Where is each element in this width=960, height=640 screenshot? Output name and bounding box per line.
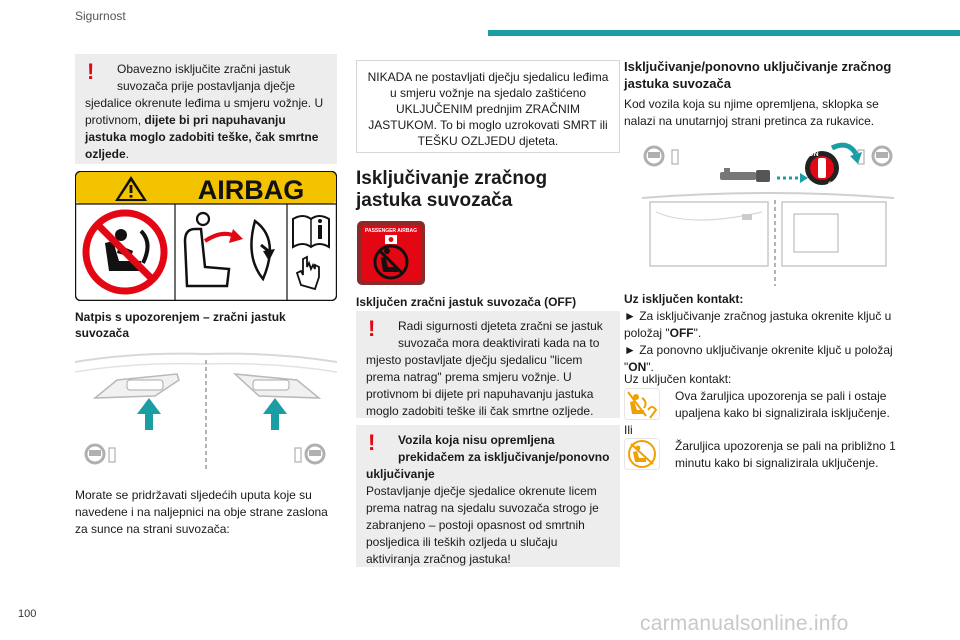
- warning-text-line: Radi sigurnosti djeteta zračni se jastuk: [398, 319, 603, 333]
- airbag-label-text: AIRBAG: [197, 175, 305, 205]
- warning-exclamation-icon: !: [368, 430, 376, 455]
- section-heading-switch: Isključivanje/ponovno uključivanje zračnog jastuka suvozača: [624, 59, 892, 91]
- switch-location-text: Kod vozila koja su njime opremljena, sklopka se nalazi na unutarnjoj strani pretinca za rukavice.: [624, 97, 879, 128]
- warning-title-line: Vozila koja nisu opremljena: [398, 433, 555, 447]
- warning-lamp-on-text: Žaruljica upozorenja se pali na približno 1 minutu kako bi signalizirala uključenje.: [675, 439, 896, 470]
- warning-lamp-off-row: [624, 388, 904, 424]
- up-arrow-icon: [263, 398, 287, 430]
- indicator-label-text: PASSENGER AIRBAG: [365, 228, 417, 234]
- passenger-airbag-off-indicator-icon: [356, 220, 426, 286]
- page-number: 100: [18, 608, 37, 620]
- warning-box-child-seat: [75, 54, 337, 164]
- warning-box-deactivate: [356, 311, 620, 418]
- switch-off-label: OFF: [828, 182, 840, 188]
- airbag-on-warning-lamp-icon: [624, 438, 660, 470]
- up-arrow-icon: [137, 398, 161, 430]
- warning-text-line: protivnom, dijete bi pri napuhavanju: [85, 113, 286, 127]
- step-reactivate: ► Za ponovno uključivanje okrenite ključ u položaj "ON".: [624, 343, 893, 374]
- danger-notice: NIKADA ne postavljati dječju sjedalicu leđima u smjeru vožnje na sjedalo zaštićeno UKLJUČENIM prednjim ZRAČNIM JASTUKOM. To bi moglo uzrokovati SMRT ili TEŠKU OZLJEDU djeteta.: [356, 60, 620, 153]
- warning-exclamation-icon: !: [87, 59, 95, 84]
- warning-text-line: suvozača mora deaktivirati kada na to: [398, 336, 600, 350]
- airbag-key-switch-icon: [805, 151, 840, 188]
- airbag-off-caption: Isključen zračni jastuk suvozača (OFF): [356, 295, 577, 309]
- glovebox-switch-illustration: [632, 138, 904, 288]
- key-icon: [720, 168, 770, 182]
- warning-lamp-on-row: [624, 438, 904, 474]
- warning-text-line: Obavezno isključite zračni jastuk: [117, 62, 291, 76]
- warning-title-line: uključivanje: [366, 467, 435, 481]
- or-label: Ili: [624, 423, 633, 437]
- warning-title-line: prekidačem za isključivanje/ponovno: [398, 450, 610, 464]
- switch-on-label: ON: [808, 151, 819, 158]
- warning-box-no-switch: [356, 425, 620, 567]
- airbag-off-warning-lamp-icon: [624, 388, 660, 420]
- warning-lamp-off-text: Ova žaruljica upozorenja se pali i ostaje upaljena kako bi signalizirala isključenje.: [675, 389, 890, 420]
- airbag-label-caption: Natpis s upozorenjem – zračni jastuk suvozača: [75, 310, 286, 340]
- warning-text-line: ozljede.: [85, 147, 130, 161]
- ignition-off-title: Uz isključen kontakt:: [624, 292, 744, 306]
- warning-text: Postavljanje dječje sjedalice okrenute licem prema natrag na sjedalu suvozača strogo je zabranjeno – postoji opasnost od smrtnih posljedica ili teških ozljeda u slučaju aktiviranja zračnog jastuka!: [366, 484, 599, 566]
- warning-text-line: sjedalice okrenute leđima u smjeru vožnje. U: [85, 96, 324, 110]
- warning-text-line: suvozača prije postavljanja dječje: [117, 79, 296, 93]
- steering-wheel-icon: [295, 445, 324, 463]
- steering-wheel-icon: [86, 445, 115, 463]
- steering-wheel-icon: [645, 147, 678, 165]
- airbag-warning-label: [75, 171, 337, 301]
- step-deactivate: ► Za isključivanje zračnog jastuka okrenite ključ u položaj "OFF".: [624, 309, 892, 340]
- warning-text: mjesto postavljate dječju sjedalicu "licem prema natrag" prema smjeru vožnje. U protivnom bi dijete pri napuhavanju jastuka moglo zadobiti teške ili čak smrtne ozljede.: [366, 353, 594, 418]
- section-heading-airbag-off: Isključivanje zračnog jastuka suvozača: [356, 168, 548, 211]
- sun-visor-instructions: Morate se pridržavati sljedećih uputa koje su navedene i na naljepnici na obje strane zaslona za sunce na strani suvozača:: [75, 488, 328, 536]
- ignition-on-title: Uz uključen kontakt:: [624, 372, 732, 386]
- watermark: carmanualsonline.info: [640, 612, 849, 635]
- warning-text-line: jastuka moglo zadobiti teške, čak smrtne: [85, 130, 319, 144]
- section-title: Sigurnost: [75, 9, 126, 23]
- steering-wheel-icon: [858, 147, 891, 165]
- warning-exclamation-icon: !: [368, 316, 376, 341]
- no-rear-facing-seat-icon: [86, 213, 164, 291]
- sun-visor-illustration: [75, 350, 337, 476]
- header-accent-bar: [488, 30, 960, 36]
